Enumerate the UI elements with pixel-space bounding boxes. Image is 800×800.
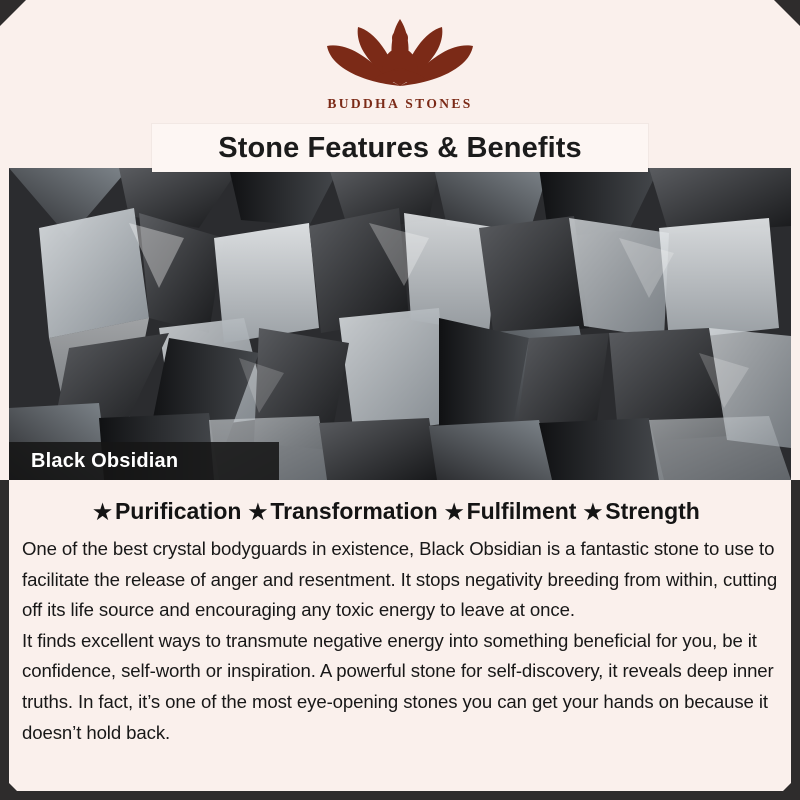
frame-left-band <box>0 480 9 800</box>
brand-name: BUDDHA STONES <box>327 96 473 111</box>
frame-right-band <box>791 480 800 800</box>
frame-bottom-band <box>0 791 800 800</box>
hero-image <box>9 168 791 480</box>
benefit-label: Strength <box>605 498 700 524</box>
stone-name: Black Obsidian <box>31 449 179 472</box>
description-paragraph-2: It finds excellent ways to transmute negative energy into something beneficial for you, be it confidence, self-worth or inspiration. A powerful stone for self-discovery, it reveals deep inner truths. In fact, it’s one of the most eye-opening stones you can get your hands on because it doesn’t hold back. <box>22 629 774 743</box>
hero-caption <box>9 442 279 480</box>
benefit-item <box>93 498 248 525</box>
description-text <box>22 534 782 748</box>
brand-logo <box>0 16 800 112</box>
star-icon: ★ <box>93 501 112 524</box>
corner-accent-top-left <box>0 0 26 26</box>
benefit-label: Transformation <box>270 498 438 524</box>
benefit-label: Purification <box>114 498 242 524</box>
benefit-item <box>445 498 584 525</box>
benefit-label: Fulfilment <box>466 498 577 524</box>
star-icon: ★ <box>444 501 464 524</box>
benefit-item <box>248 498 444 525</box>
benefits-row <box>0 498 800 525</box>
corner-accent-bottom-left <box>0 774 26 800</box>
black-obsidian-illustration <box>9 168 791 480</box>
description-paragraph-1: One of the best crystal bodyguards in existence, Black Obsidian is a fantastic stone to use to facilitate the release of anger and resentment. It stops negativity breeding from within, cutting off its life source and encouraging any toxic energy to leave at once. <box>22 538 778 621</box>
benefit-item <box>583 498 706 525</box>
page-title: Stone Features & Benefits <box>218 131 582 164</box>
star-icon: ★ <box>248 501 268 524</box>
lotus-meditation-icon <box>314 16 486 92</box>
page-title-band <box>152 124 648 172</box>
star-icon: ★ <box>583 501 603 524</box>
corner-accent-bottom-right <box>774 774 800 800</box>
corner-accent-top-right <box>774 0 800 26</box>
